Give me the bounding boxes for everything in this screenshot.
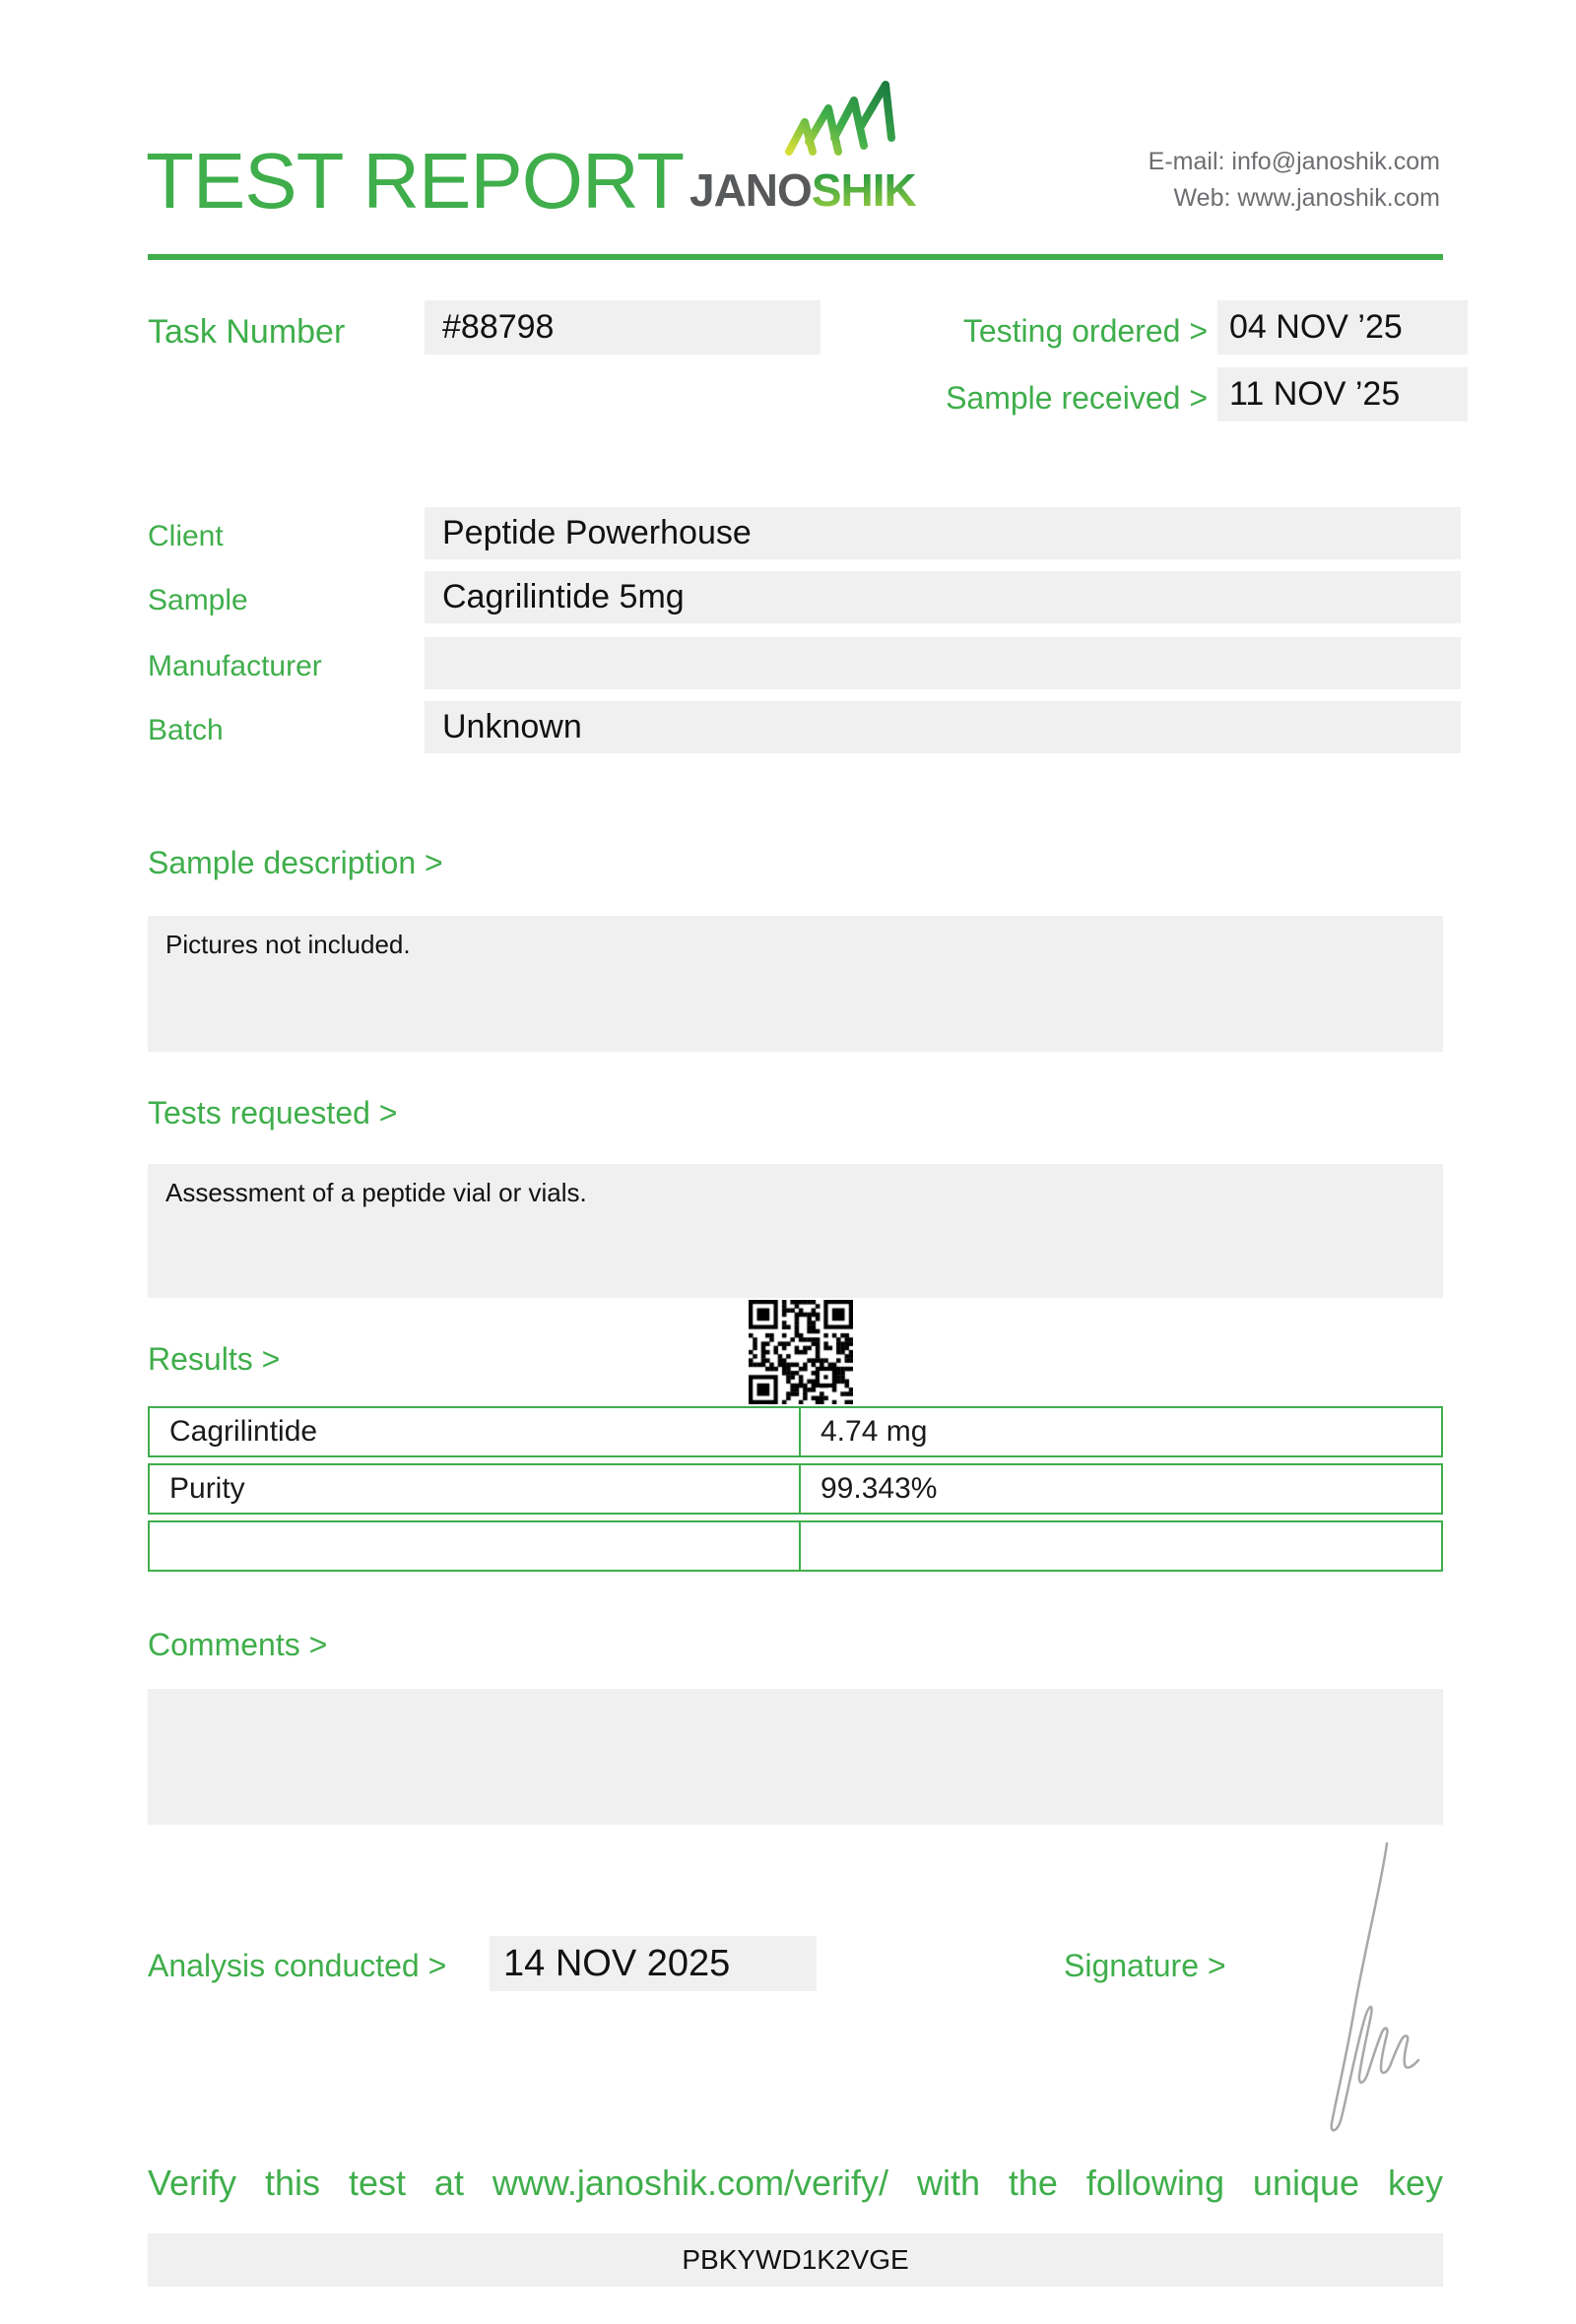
- batch-label: Batch: [148, 714, 224, 746]
- task-number-label: Task Number: [148, 313, 346, 351]
- janoshik-chart-icon: [781, 77, 901, 164]
- signature-scribble: [1271, 1838, 1448, 2148]
- janoshik-wordmark: [690, 163, 916, 217]
- result-value: 99.343%: [821, 1472, 938, 1505]
- results-row-3: [148, 1520, 1443, 1572]
- task-number-value: #88798: [425, 300, 821, 355]
- results-row-2: [148, 1463, 1443, 1515]
- results-row-1: [148, 1406, 1443, 1457]
- wordmark-jano: JANO: [690, 164, 812, 216]
- verify-key: PBKYWD1K2VGE: [148, 2233, 1443, 2287]
- sample-description-box: Pictures not included.: [148, 916, 1443, 1052]
- contact-email: E-mail: info@janoshik.com: [1148, 148, 1440, 175]
- testing-ordered-date: 04 NOV ’25: [1217, 300, 1468, 355]
- sample-received-date: 11 NOV ’25: [1217, 367, 1468, 421]
- sample-value: Cagrilintide 5mg: [425, 571, 1461, 623]
- tests-requested-label: Tests requested >: [148, 1095, 398, 1130]
- contact-web: Web: www.janoshik.com: [1173, 184, 1440, 212]
- verify-instruction: Verify this test at www.janoshik.com/verify/ with the following unique key: [148, 2163, 1443, 2203]
- result-value: 4.74 mg: [821, 1415, 928, 1448]
- header-divider: [148, 254, 1443, 260]
- manufacturer-value: [425, 637, 1461, 689]
- analysis-conducted-label: Analysis conducted >: [148, 1948, 447, 1983]
- result-value: [801, 1522, 1441, 1570]
- comments-box: [148, 1689, 1443, 1825]
- signature-label: Signature >: [1064, 1948, 1226, 1983]
- testing-ordered-label: Testing ordered >: [962, 313, 1208, 349]
- client-label: Client: [148, 520, 224, 552]
- result-name: Cagrilintide: [150, 1408, 801, 1455]
- manufacturer-label: Manufacturer: [148, 650, 322, 682]
- result-name: [150, 1522, 801, 1570]
- page-title: TEST REPORT: [146, 137, 685, 225]
- wordmark-shik: SHIK: [811, 164, 916, 216]
- comments-label: Comments >: [148, 1627, 328, 1662]
- results-label: Results >: [148, 1341, 281, 1377]
- tests-requested-box: Assessment of a peptide vial or vials.: [148, 1164, 1443, 1298]
- sample-received-label: Sample received >: [946, 380, 1208, 416]
- analysis-date: 14 NOV 2025: [490, 1936, 817, 1991]
- contact-block: [1149, 144, 1440, 217]
- sample-label: Sample: [148, 584, 248, 616]
- batch-value: Unknown: [425, 701, 1461, 753]
- qr-code: [749, 1300, 853, 1404]
- client-value: Peptide Powerhouse: [425, 507, 1461, 559]
- result-name: Purity: [150, 1465, 801, 1513]
- sample-description-label: Sample description >: [148, 845, 443, 880]
